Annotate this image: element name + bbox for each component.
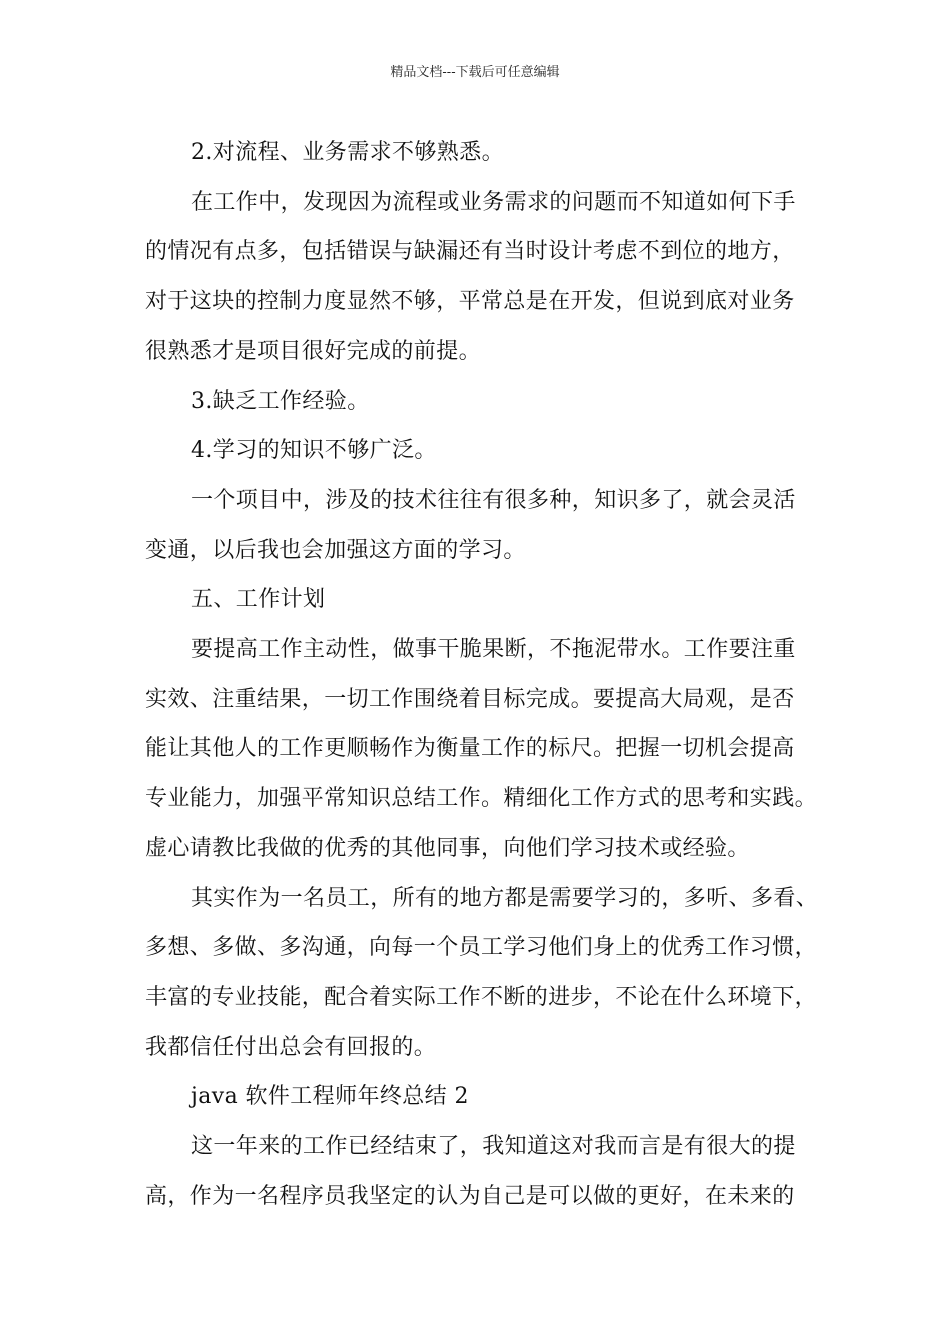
document-body [145, 128, 819, 1221]
body-line: 4.学习的知识不够广泛。 [191, 438, 437, 464]
body-line: 的情况有点多，包括错误与缺漏还有当时设计考虑不到位的地方， [145, 239, 795, 265]
body-line: 丰富的专业技能，配合着实际工作不断的进步，不论在什么环境下， [145, 984, 818, 1010]
page-header: 精品文档---下载后可任意编辑 [390, 65, 560, 80]
body-line: 在工作中，发现因为流程或业务需求的问题而不知道如何下手 [191, 189, 796, 215]
section-heading: 五、工作计划 [191, 587, 326, 613]
body-line: 能让其他人的工作更顺畅作为衡量工作的标尺。把握一切机会提高 [145, 736, 795, 762]
body-line: 3.缺乏工作经验。 [191, 388, 370, 414]
body-line: 实效、注重结果，一切工作围绕着目标完成。要提高大局观，是否 [145, 686, 795, 712]
body-line: 多想、多做、多沟通，向每一个员工学习他们身上的优秀工作习惯， [145, 935, 818, 961]
body-line: 要提高工作主动性，做事干脆果断，不拖泥带水。工作要注重 [191, 637, 796, 663]
body-line: 一个项目中，涉及的技术往往有很多种，知识多了，就会灵活 [191, 487, 796, 513]
body-line: 2.对流程、业务需求不够熟悉。 [191, 140, 504, 165]
body-line: 这一年来的工作已经结束了，我知道这对我而言是有很大的提 [191, 1134, 796, 1160]
body-line: 虚心请教比我做的优秀的其他同事，向他们学习技术或经验。 [145, 835, 750, 861]
body-line: 专业能力，加强平常知识总结工作。精细化工作方式的思考和实践。 [145, 786, 818, 812]
body-line: 我都信任付出总会有回报的。 [145, 1034, 437, 1060]
body-line: 变通，以后我也会加强这方面的学习。 [145, 537, 526, 563]
body-line: 对于这块的控制力度显然不够，平常总是在开发，但说到底对业务 [145, 289, 795, 315]
body-line: 高，作为一名程序员我坚定的认为自己是可以做的更好，在未来的 [145, 1183, 795, 1209]
body-line: 很熟悉才是项目很好完成的前提。 [145, 338, 482, 364]
body-line: 其实作为一名员工，所有的地方都是需要学习的，多听、多看、 [191, 885, 819, 911]
section-heading: java 软件工程师年终总结 2 [191, 1084, 469, 1110]
